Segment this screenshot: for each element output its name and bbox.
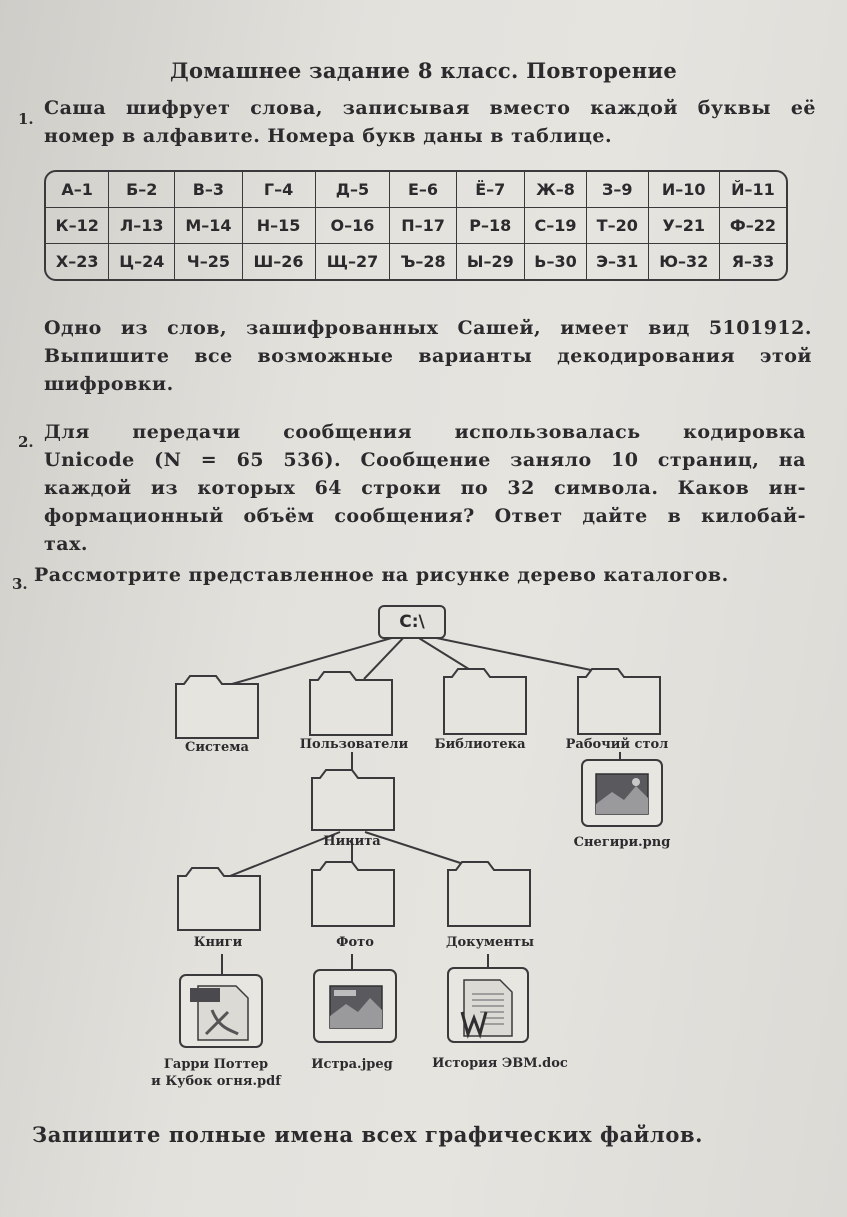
file-label-pdf-line-1: Гарри Поттер <box>163 1057 269 1072</box>
doc-file-icon <box>462 980 512 1036</box>
folder-label-foto: Фото <box>336 935 374 950</box>
alphabet-cell: Г–4 <box>243 172 316 208</box>
folder-label-dokumenty: Документы <box>445 935 535 950</box>
alphabet-cell: В–3 <box>175 172 242 208</box>
file-label-jpeg: Истра.jpeg <box>311 1057 393 1072</box>
file-label-snegiri: Снегири.png <box>573 835 671 850</box>
alphabet-cell: Б–2 <box>109 172 175 208</box>
task-1-line-3: Одно из слов, зашифрованных Сашей, имеет вид 5101912. <box>44 317 812 339</box>
root-directory-box: C:\ <box>378 605 446 639</box>
alphabet-cell: Н–15 <box>243 208 316 244</box>
task-2-line-2: Unicode (N = 65 536). Сообщение заняло 10 страниц, на <box>44 449 806 471</box>
alphabet-cell: Й–11 <box>720 172 786 208</box>
file-label-pdf-line-2: и Кубок огня.pdf <box>151 1074 281 1089</box>
task-2-line-5: тах. <box>44 533 89 555</box>
folder-label-polzovateli: Пользователи <box>299 737 409 752</box>
alphabet-cell: К–12 <box>46 208 109 244</box>
folder-label-nikita: Никита <box>323 834 381 849</box>
alphabet-cell: П–17 <box>390 208 456 244</box>
alphabet-cell: Я–33 <box>731 252 775 271</box>
task-1-line-5: шифровки. <box>44 373 174 395</box>
folder-label-knigi: Книги <box>193 935 243 950</box>
folder-icon <box>448 862 530 926</box>
connector-root-polzovateli <box>364 635 406 679</box>
folder-icon <box>444 669 526 734</box>
alphabet-cell: О–16 <box>316 208 391 244</box>
alphabet-cell: Ь–30 <box>525 244 587 279</box>
alphabet-cell: Ж–8 <box>525 172 587 208</box>
alphabet-cell: Ъ–28 <box>390 244 456 279</box>
alphabet-cell: Ё–7 <box>457 172 525 208</box>
alphabet-cell: Ю–32 <box>649 244 720 279</box>
task-2-line-3: каждой из которых 64 строки по 32 символа. Каков ин- <box>44 477 806 499</box>
folder-icon <box>578 669 660 734</box>
alphabet-cell: М–14 <box>175 208 242 244</box>
file-label-doc: История ЭВМ.doc <box>432 1056 568 1071</box>
folder-icon <box>178 868 260 930</box>
task-3-number: 3. <box>12 575 28 593</box>
alphabet-cell: Д–5 <box>316 172 391 208</box>
image-file-icon <box>330 986 382 1028</box>
alphabet-cell: У–21 <box>649 208 720 244</box>
task-2-number: 2. <box>18 433 34 451</box>
file-label-pdf <box>151 1056 281 1090</box>
final-instruction: Запишите полные имена всех графических файлов. <box>32 1122 704 1147</box>
folder-label-rabochiy-stol: Рабочий стол <box>565 737 669 752</box>
folder-label-sistema: Система <box>185 740 249 755</box>
alphabet-cell: Щ–27 <box>316 244 391 279</box>
task-2-line-4: формационный объём сообщения? Ответ дайте в килобай- <box>44 505 806 527</box>
folder-icon <box>312 862 394 926</box>
alphabet-cell: Е–6 <box>390 172 456 208</box>
alphabet-cell: Ш–26 <box>243 244 316 279</box>
alphabet-cell: Р–18 <box>457 208 525 244</box>
alphabet-cell: Х–23 <box>46 244 109 279</box>
page-title: Домашнее задание 8 класс. Повторение <box>169 58 678 83</box>
task-1-number: 1. <box>18 110 34 128</box>
pdf-file-icon <box>190 986 248 1040</box>
folder-icon <box>312 770 394 830</box>
alphabet-cell: Ы–29 <box>457 244 525 279</box>
alphabet-cell: Э–31 <box>587 244 648 279</box>
task-3-line-1: Рассмотрите представленное на рисунке дерево каталогов. <box>34 564 729 586</box>
alphabet-cell: А–1 <box>46 172 109 208</box>
connector-root-sistema <box>232 635 402 684</box>
alphabet-cell: Ф–22 <box>720 208 786 244</box>
folder-label-biblioteka: Библиотека <box>434 737 526 752</box>
task-1-line-1: Саша шифрует слова, записывая вместо каждой буквы её <box>44 97 816 119</box>
task-1-line-4: Выпишите все возможные варианты декодирования этой <box>44 345 812 367</box>
folder-icon <box>176 676 258 738</box>
alphabet-cell: Ч–25 <box>175 244 242 279</box>
task-1-line-2: номер в алфавите. Номера букв даны в таблице. <box>44 125 613 147</box>
task-2-line-1: Для передачи сообщения использовалась кодировка <box>44 421 806 443</box>
folder-icon <box>310 672 392 735</box>
alphabet-cell: И–10 <box>649 172 720 208</box>
alphabet-cell: Т–20 <box>587 208 648 244</box>
alphabet-cell: Л–13 <box>109 208 175 244</box>
image-file-icon <box>596 774 648 814</box>
alphabet-cell: Ц–24 <box>109 244 175 279</box>
alphabet-cell: С–19 <box>525 208 587 244</box>
alphabet-cell: З–9 <box>587 172 648 208</box>
